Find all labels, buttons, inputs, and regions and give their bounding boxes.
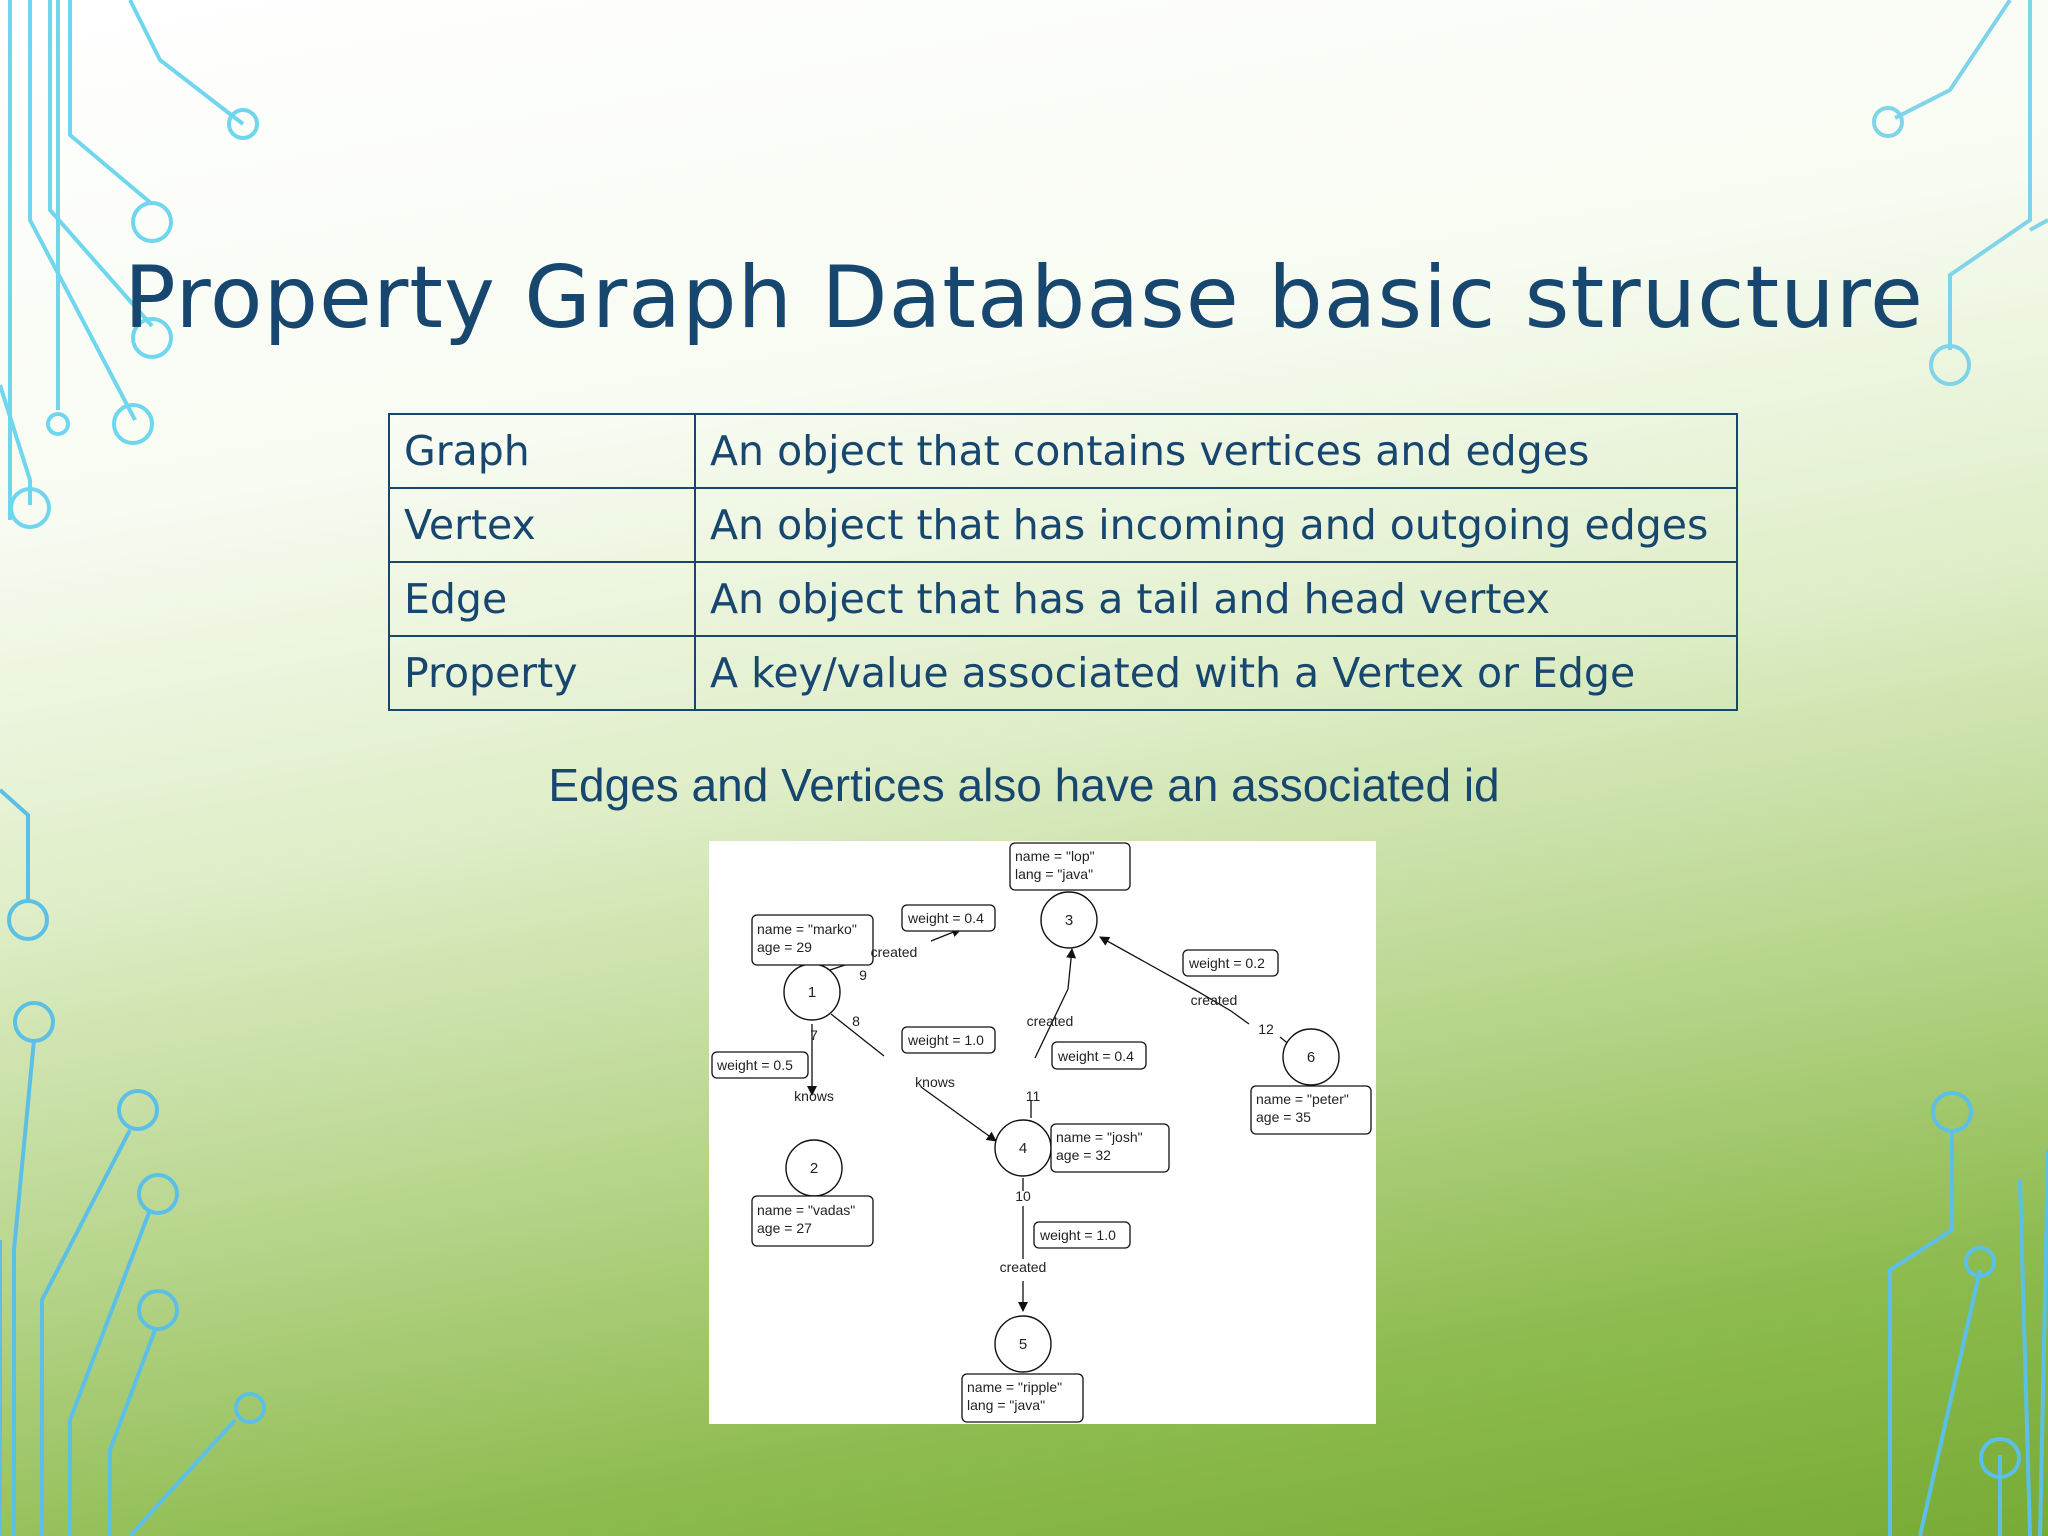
term-cell: Edge bbox=[389, 562, 695, 636]
definition-cell: An object that has a tail and head vertex bbox=[695, 562, 1737, 636]
term-cell: Graph bbox=[389, 414, 695, 488]
edge-8-weight: weight = 1.0 bbox=[908, 1032, 984, 1048]
definition-cell: An object that contains vertices and edges bbox=[695, 414, 1737, 488]
edge-7-id: 7 bbox=[810, 1027, 818, 1043]
edge-12-id: 12 bbox=[1258, 1021, 1274, 1037]
vertex-4-prop: name = "josh" bbox=[1056, 1129, 1143, 1145]
edge-12-label: created bbox=[1190, 992, 1238, 1008]
vertex-6-prop: name = "peter" bbox=[1256, 1091, 1349, 1107]
vertex-5-prop: name = "ripple" bbox=[967, 1379, 1063, 1395]
edge-8-label: knows bbox=[915, 1074, 955, 1090]
definitions-table bbox=[388, 413, 1738, 711]
vertex-1-prop: name = "marko" bbox=[757, 921, 857, 937]
vertex-4-prop: age = 32 bbox=[1056, 1147, 1111, 1163]
circuit-lines-bottom-left bbox=[0, 790, 264, 1536]
edge-9-weight: weight = 0.4 bbox=[908, 910, 984, 926]
vertex-6-prop: age = 35 bbox=[1256, 1109, 1311, 1125]
vertex-2-id: 2 bbox=[809, 1160, 819, 1177]
edge-10-id: 10 bbox=[1015, 1188, 1031, 1204]
vertex-3-prop: lang = "java" bbox=[1015, 866, 1094, 882]
vertex-4-id: 4 bbox=[1018, 1140, 1028, 1157]
edge-7-weight: weight = 0.5 bbox=[717, 1057, 793, 1073]
edge-10-weight: weight = 1.0 bbox=[1040, 1227, 1116, 1243]
vertex-5-prop: lang = "java" bbox=[967, 1397, 1046, 1413]
edge-8-id: 8 bbox=[852, 1013, 860, 1029]
edge-9-label: created bbox=[870, 944, 918, 960]
slide-title: Property Graph Database basic structure bbox=[124, 248, 1924, 348]
table-row bbox=[389, 636, 1737, 710]
edge-10-label: created bbox=[999, 1259, 1047, 1275]
term-cell: Vertex bbox=[389, 488, 695, 562]
term-cell: Property bbox=[389, 636, 695, 710]
table-row bbox=[389, 562, 1737, 636]
vertex-2-prop: age = 27 bbox=[757, 1220, 812, 1236]
edge-7-label: knows bbox=[794, 1088, 834, 1104]
vertex-1-prop: age = 29 bbox=[757, 939, 812, 955]
graph-svg bbox=[709, 841, 1376, 1424]
edge-12-weight: weight = 0.2 bbox=[1189, 955, 1265, 971]
table-row bbox=[389, 488, 1737, 562]
vertex-5-id: 5 bbox=[1018, 1336, 1028, 1353]
vertex-3-prop: name = "lop" bbox=[1015, 848, 1095, 864]
vertex-2-prop: name = "vadas" bbox=[757, 1202, 856, 1218]
id-note: Edges and Vertices also have an associated id bbox=[548, 759, 1500, 811]
vertex-3-id: 3 bbox=[1064, 912, 1074, 929]
table-row bbox=[389, 414, 1737, 488]
definition-cell: A key/value associated with a Vertex or Edge bbox=[695, 636, 1737, 710]
circuit-lines-bottom-right bbox=[1890, 1093, 2048, 1536]
edge-9-id: 9 bbox=[859, 967, 867, 983]
edge-11-weight: weight = 0.4 bbox=[1058, 1048, 1134, 1064]
vertex-6-id: 6 bbox=[1306, 1049, 1316, 1066]
definition-cell: An object that has incoming and outgoing edges bbox=[695, 488, 1737, 562]
edge-11-label: created bbox=[1026, 1013, 1074, 1029]
property-graph-diagram bbox=[709, 841, 1376, 1424]
vertex-1-id: 1 bbox=[807, 984, 817, 1001]
edge-11-id: 11 bbox=[1025, 1088, 1041, 1104]
